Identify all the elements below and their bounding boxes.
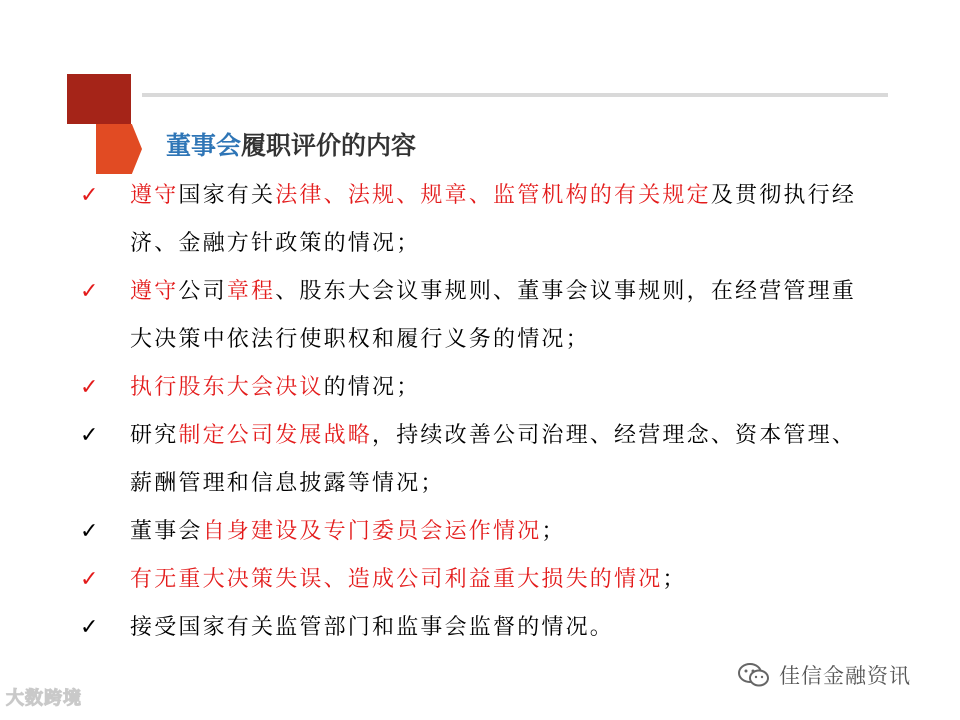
body-text: 、股东大会议事规则、董事会议事规则，在经营管理重大决策中依法行使职权和履行义务的情况； (130, 279, 857, 352)
slide-title (166, 130, 416, 162)
check-icon: ✓ (80, 183, 99, 208)
list-item-text (130, 268, 880, 364)
check-icon: ✓ (80, 567, 99, 592)
body-text: ； (662, 567, 687, 592)
list-item-text (130, 508, 880, 556)
watermark-left-text: 大数跨境 (6, 688, 82, 709)
check-icon: ✓ (80, 423, 99, 448)
decor-dark-red-block (67, 74, 131, 124)
highlight-text: 遵守 (130, 183, 179, 208)
criteria-list (78, 172, 898, 652)
list-item (78, 268, 898, 364)
body-text: 研究 (130, 423, 179, 448)
highlight-text: 制定公司发展战略 (178, 423, 373, 448)
highlight-text: 自身建设及专门委员会运作情况 (202, 519, 542, 544)
list-item-text (130, 172, 880, 268)
watermark-right (737, 660, 911, 690)
highlight-text: 法律、法规、规章、监管机构的有关规定 (275, 183, 711, 208)
list-item (78, 172, 898, 268)
list-item (78, 412, 898, 508)
body-text: ； (541, 519, 566, 544)
decor-orange-arrow (96, 124, 142, 174)
list-item (78, 556, 898, 604)
highlight-text: 执行股东大会决议 (130, 375, 324, 400)
check-icon: ✓ (80, 375, 99, 400)
body-text: 董事会 (130, 519, 203, 544)
highlight-text: 遵守 (130, 279, 179, 304)
body-text: ，持续改善公司治理、经营理念、资本管理、薪酬管理和信息披露等情况； (130, 423, 857, 496)
list-item (78, 364, 898, 412)
body-text: 公司 (178, 279, 227, 304)
watermark-left (6, 684, 82, 710)
highlight-text: 有无重大决策失误、造成公司利益重大损失的情况 (130, 567, 663, 592)
watermark-brand: 佳信金融资讯 (779, 664, 911, 688)
list-item-text (130, 412, 880, 508)
body-text: 及贯彻执行经济、金融方针政策的情况； (130, 183, 857, 256)
slide-title-highlight: 董事会 (166, 131, 242, 160)
list-item (78, 604, 898, 652)
list-item (78, 508, 898, 556)
check-icon: ✓ (80, 615, 99, 640)
body-text: 接受国家有关监管部门和监事会监督的情况。 (130, 615, 615, 640)
body-text: 国家有关 (178, 183, 276, 208)
list-item-text (130, 364, 880, 412)
check-icon: ✓ (80, 279, 99, 304)
list-item-text (130, 604, 880, 652)
wechat-icon (737, 661, 771, 689)
slide-title-rest: 履职评价的内容 (241, 131, 417, 160)
highlight-text: 章程 (226, 279, 276, 304)
body-text: 的情况； (323, 375, 421, 400)
check-icon: ✓ (80, 519, 99, 544)
list-item-text (130, 556, 880, 604)
header-rule (142, 93, 888, 97)
